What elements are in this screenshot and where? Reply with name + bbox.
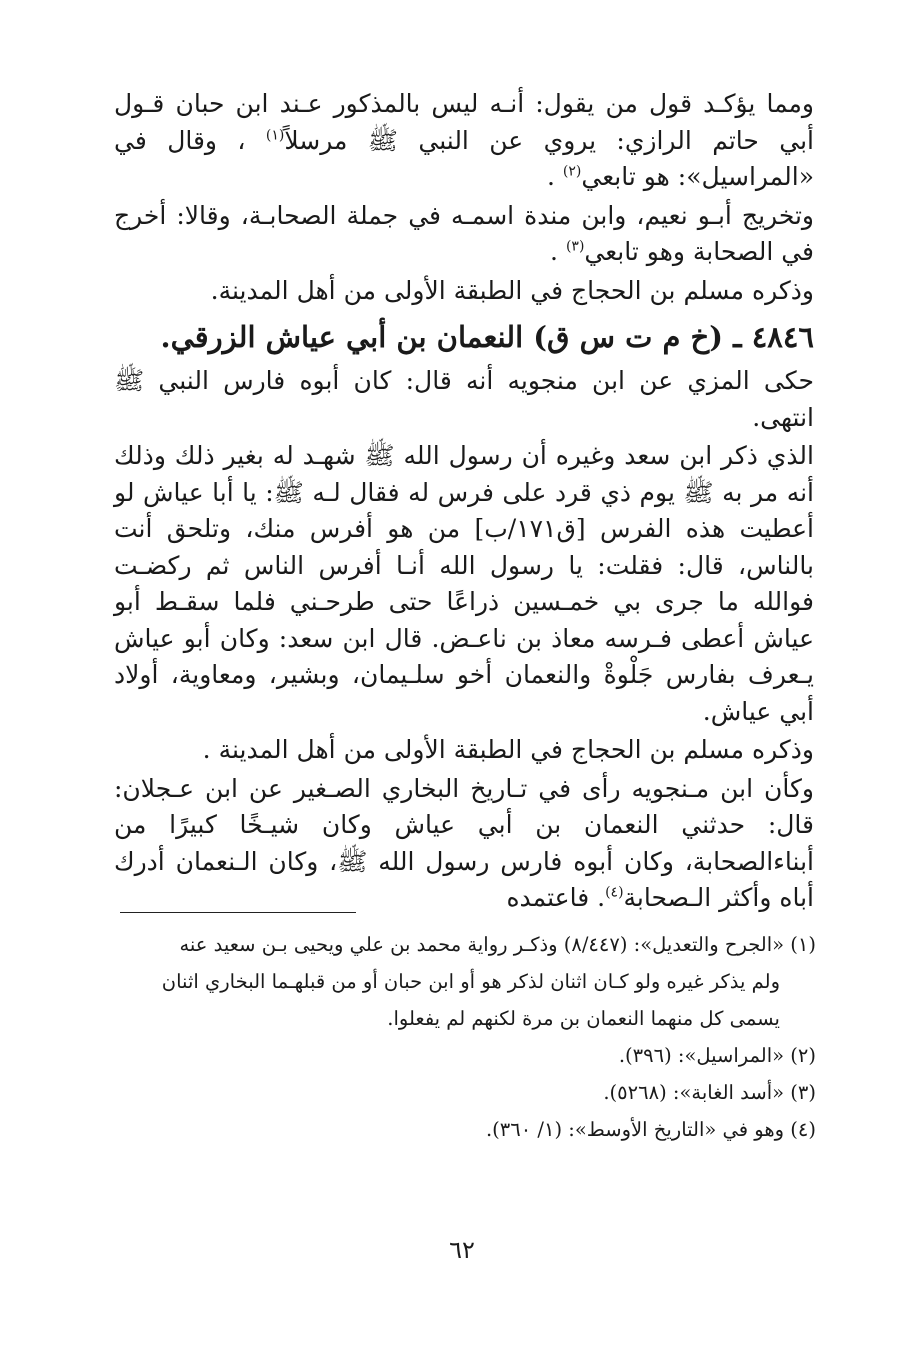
footnote-1-line-2: ولم يذكر غيره ولو كـان اثنان لذكر هو أو ابن حبان أو من قبلهـما البخاري اثنان <box>161 970 780 993</box>
paragraph-2 <box>114 198 814 271</box>
paragraph-1-text-b: ، وقال في «المراسيل»: هو تابعي <box>114 125 814 191</box>
footnote-ref-2[interactable]: (٢) <box>562 163 582 180</box>
paragraph-7 <box>114 771 814 917</box>
footnote-ref-4[interactable]: (٤) <box>605 884 624 901</box>
footnote-ref-3[interactable]: (٣) <box>565 238 585 255</box>
paragraph-1-text: ومما يؤكـد قول من يقول: أنـه ليس بالمذكور عـند ابن حبان قـول أبي حاتم الرازي: يروي عن النبي ﷺ مرسلاً <box>114 89 814 155</box>
footnotes <box>116 926 816 1148</box>
page-number: ٦٢ <box>449 1236 475 1264</box>
footnote-ref-1[interactable]: (١) <box>265 127 285 144</box>
paragraph-2-text-b: . <box>550 237 558 266</box>
paragraph-5: الذي ذكر ابن سعد وغيره أن رسول الله ﷺ شهـد له بغير ذلك وذلك أنه مر به ﷺ يوم ذي قرد على فرس له فقال لـه ﷺ: يا أبا عياش لو أعطيت هذه الفرس [ق١٧١/ب] من هو أفرس منك، وتلحق أنت بالناس، قال: فقلت: يا رسول الله أنـا أفرس الناس ثم ركضـت فوالله ما جرى بي خمـسين ذراعًا حتى طرحـني فلما سقـط أبو عياش أعطى فـرسه معاذ بن ناعـض. قال ابن سعد: وكان أبو عياش يـعرف بفارس جَلْوةْ والنعمان أخو سلـيمان، وبشير، ومعاوية، أولاد أبي عياش. <box>114 441 814 726</box>
paragraph-2-text: وتخريج أبـو نعيم، وابن مندة اسمـه في جملة الصحابـة، وقالا: أخرج في الصحابة وهو تابعي <box>114 200 814 266</box>
paragraph-6: وذكره مسلم بن الحجاج في الطبقة الأولى من أهل المدينة . <box>202 735 814 764</box>
paragraph-7-text: وكأن ابن مـنجويه رأى في تـاريخ البخاري الصـغير عن ابن عـجلان: قال: حدثني النعمان بن أبي عياش وكان شيـخًا كبيرًا من أبناءالصحابة، وكان أبوه فارس رسول الله ﷺ، وكان الـنعمان أدرك أباه وأكثر الـصحابة <box>114 773 815 912</box>
footnote-divider <box>120 912 356 913</box>
footnote-3: (٣) «أسد الغابة»: (٥٢٦٨). <box>603 1081 816 1104</box>
footnote-2: (٢) «المراسيل»: (٣٩٦). <box>618 1044 816 1067</box>
entry-heading: ٤٨٤٦ ـ (خ م ت س ق) النعمان بن أبي عياش الزرقي. <box>160 320 814 354</box>
main-text <box>114 86 814 917</box>
paragraph-1 <box>114 86 814 196</box>
footnote-1-line-3: يسمى كل منهما النعمان بن مرة لكنهم لم يفعلوا. <box>387 1007 780 1030</box>
footnote-1-line-1: (١) «الجرح والتعديل»: (٨/٤٤٧) وذكـر رواية محمد بن علي ويحيى بـن سعيد عنه <box>179 933 816 956</box>
paragraph-4: حكى المزي عن ابن منجويه أنه قال: كان أبوه فارس النبي ﷺ انتهى. <box>114 366 814 432</box>
paragraph-3: وذكره مسلم بن الحجاج في الطبقة الأولى من أهل المدينة. <box>210 275 814 305</box>
footnote-4: (٤) وهو في «التاريخ الأوسط»: (١/ ٣٦٠). <box>485 1118 816 1141</box>
paragraph-7-text-b: . فاعتمده <box>506 883 606 912</box>
paragraph-1-text-c: . <box>547 162 555 191</box>
